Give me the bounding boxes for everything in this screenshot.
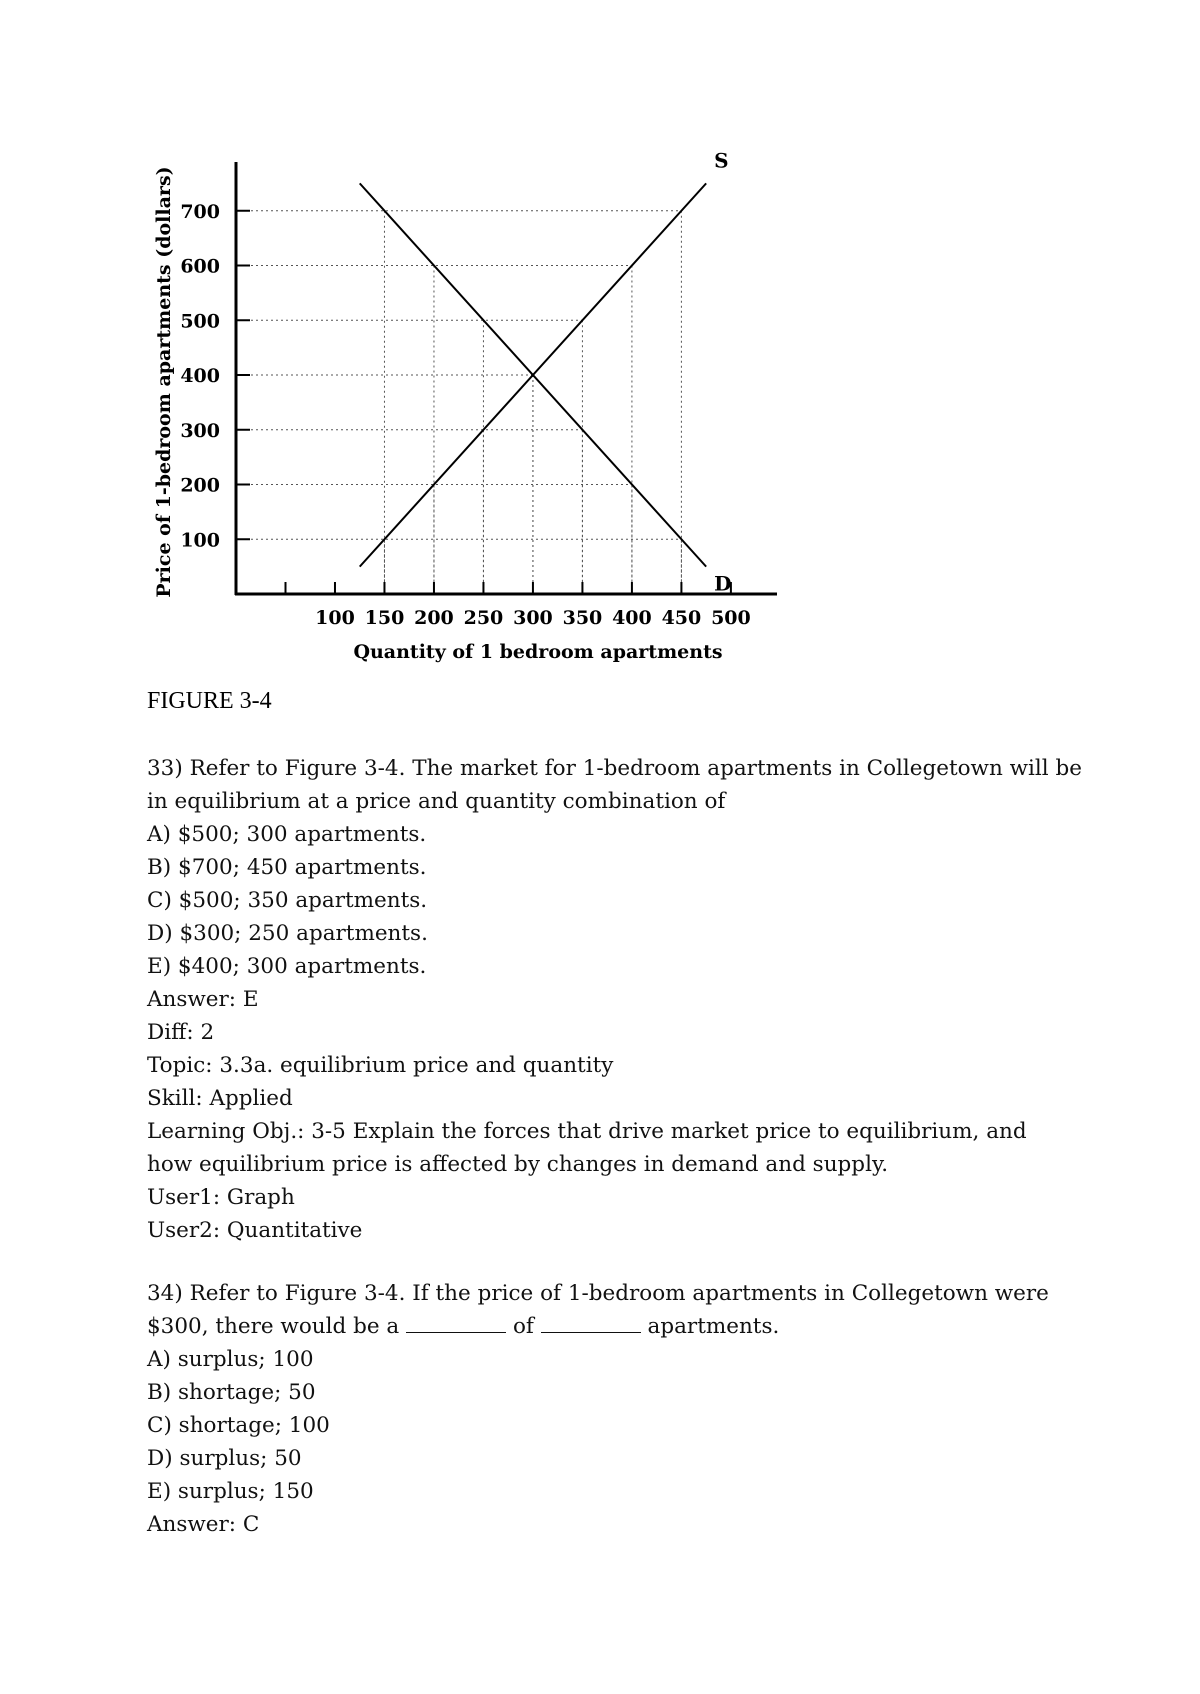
x-tick-label: 200	[414, 607, 454, 629]
y-tick-label: 400	[180, 365, 220, 387]
x-tick-label: 100	[315, 607, 355, 629]
question-stem-line: in equilibrium at a price and quantity combination of	[147, 789, 726, 814]
question-stem-line: 34) Refer to Figure 3-4. If the price of 1-bedroom apartments in Collegetown were	[147, 1281, 1049, 1306]
y-tick-label: 200	[180, 474, 220, 497]
user2-tag: User2: Quantitative	[147, 1218, 363, 1243]
option-a: A) surplus; 100	[147, 1347, 314, 1372]
y-tick-label: 700	[180, 200, 220, 223]
question-33	[147, 752, 1107, 1247]
series-label-s: S	[714, 150, 729, 173]
question-stem-line: 33) Refer to Figure 3-4. The market for 1-bedroom apartments in Collegetown will be	[147, 756, 1082, 781]
y-tick-label: 300	[180, 419, 220, 442]
x-tick-label: 150	[364, 607, 405, 629]
x-tick-label: 300	[513, 607, 553, 629]
y-tick-label: 500	[180, 310, 220, 333]
series-label-d: D	[714, 571, 732, 596]
option-b: B) shortage; 50	[147, 1380, 316, 1405]
stem-part: of	[512, 1314, 534, 1339]
x-tick-label: 500	[711, 607, 751, 629]
axis-ticks	[180, 201, 750, 629]
learning-objective-line: Learning Obj.: 3-5 Explain the forces that drive market price to equilibrium, and	[147, 1119, 1027, 1144]
x-tick-label: 400	[612, 607, 652, 629]
option-d: D) surplus; 50	[147, 1446, 302, 1471]
grid-lines	[236, 211, 681, 594]
answer: Answer: E	[147, 987, 259, 1012]
y-axis-label: Price of 1-bedroom apartments (dollars)	[153, 166, 175, 598]
option-d: D) $300; 250 apartments.	[147, 921, 428, 946]
y-tick-label: 100	[180, 529, 220, 552]
axes	[235, 162, 777, 595]
option-e: E) $400; 300 apartments.	[147, 954, 427, 979]
curves	[360, 150, 732, 596]
option-b: B) $700; 450 apartments.	[147, 855, 427, 880]
topic: Topic: 3.3a. equilibrium price and quantity	[147, 1053, 614, 1078]
stem-part: apartments.	[647, 1314, 780, 1339]
stem-part: $300, there would be a	[147, 1314, 400, 1339]
option-c: C) $500; 350 apartments.	[147, 888, 428, 913]
answer: Answer: C	[147, 1512, 260, 1537]
x-tick-label: 250	[463, 607, 504, 629]
x-tick-label: 350	[562, 607, 603, 629]
option-a: A) $500; 300 apartments.	[147, 822, 427, 847]
user1-tag: User1: Graph	[147, 1185, 295, 1210]
question-stem-line	[147, 1310, 1107, 1343]
x-axis-label: Quantity of 1 bedroom apartments	[353, 641, 723, 663]
question-34	[147, 1277, 1107, 1541]
supply-demand-chart	[140, 150, 820, 690]
answer-blank	[541, 1312, 641, 1333]
learning-objective-line: how equilibrium price is affected by changes in demand and supply.	[147, 1152, 889, 1177]
option-e: E) surplus; 150	[147, 1479, 314, 1504]
y-tick-label: 600	[180, 255, 220, 278]
option-c: C) shortage; 100	[147, 1413, 330, 1438]
skill: Skill: Applied	[147, 1086, 293, 1111]
figure-label: FIGURE 3-4	[147, 688, 272, 714]
difficulty: Diff: 2	[147, 1020, 215, 1045]
x-tick-label: 450	[661, 607, 702, 629]
answer-blank	[406, 1312, 506, 1333]
